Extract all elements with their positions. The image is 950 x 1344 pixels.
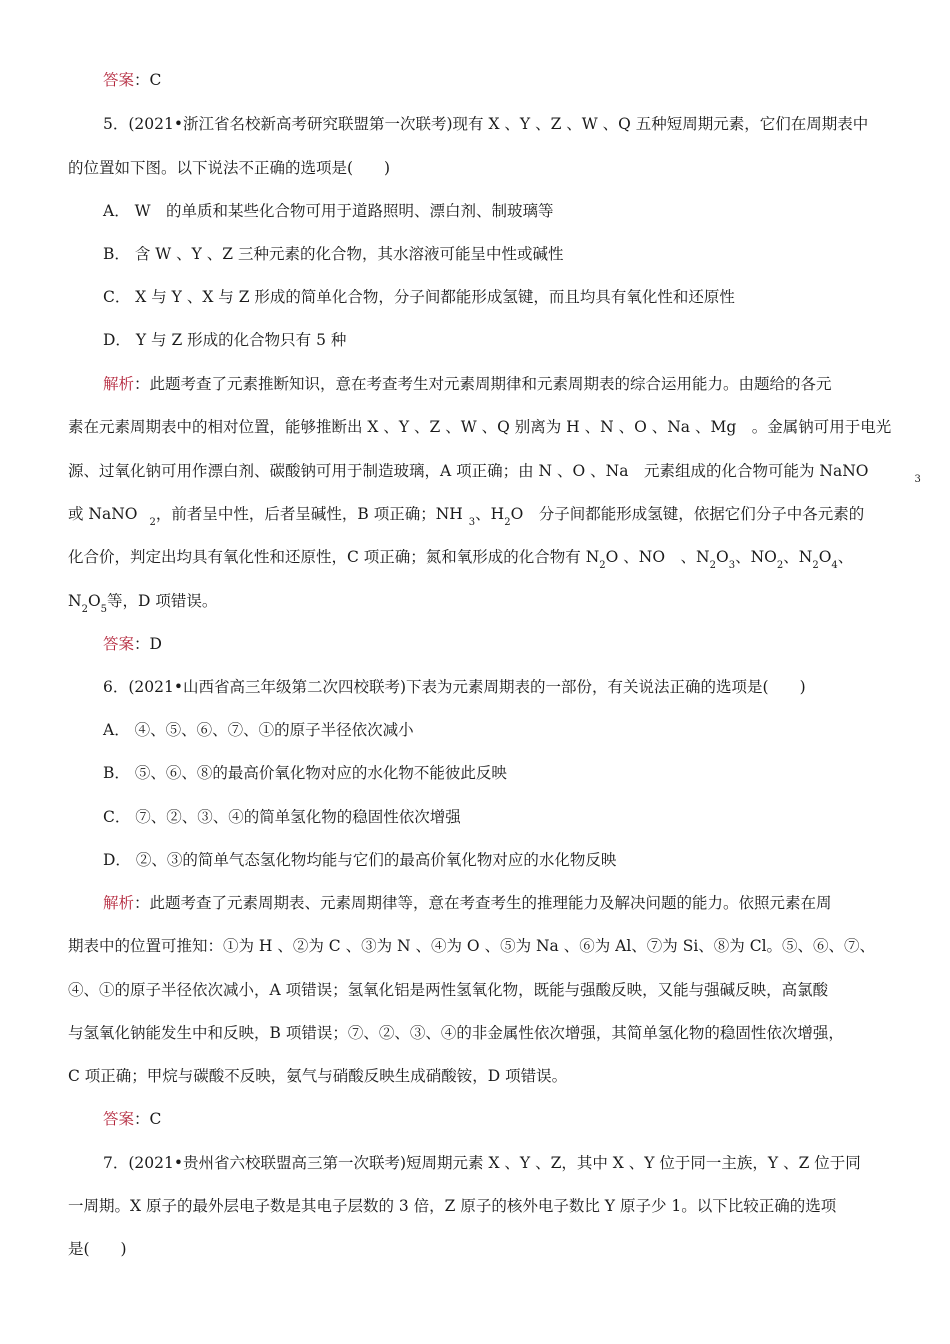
q5-stem-cont: 的位置如下图。以下说法不正确的选项是( ) [68,159,391,177]
answer-label: 答案 [103,1110,135,1128]
q5-option-c: C． X 与 Y 、X 与 Z 形成的简单化合物，分子间都能形成氢键，而且均具有氧化性和还原性 [103,288,735,306]
q6-option-a: A． ④、⑤、⑥、⑦、①的原子半径依次减小 [103,721,414,739]
q5-stem: 5．(2021•浙江省名校新高考研究联盟第一次联考)现有 X 、Y 、Z 、W 、Q 五种短周期元素，它们在周期表中 [103,115,869,133]
q5-answer: 答案：D [103,635,162,653]
q5-analysis: 解析：此题考查了元素推断知识，意在考查考生对元素周期律和元素周期表的综合运用能力。由题给的各元 [103,375,832,393]
q5-analysis-line: $N_2O_5$等，D 项错误。 [68,592,218,615]
q7-stem-cont: 一周期。X 原子的最外层电子数是其电子层数的 3 倍，Z 原子的核外电子数比 Y 原子少 1。以下比较正确的选项 [68,1197,837,1215]
analysis-label: 解析 [103,375,135,393]
q5-analysis-line: 化合价，判定出均具有氧化性和还原性，C 项正确；氮和氧形成的化合物有 $N_2O$ 、NO 、$N_2O_3$、$NO_2$、$N_2O_4$、 [68,548,854,571]
q6-analysis-line: 期表中的位置可推知：①为 H 、②为 C 、③为 N 、④为 O 、⑤为 Na 、⑥为 Al、⑦为 Si、⑧为 Cl。⑤、⑥、⑦、 [68,937,876,955]
q6-option-b: B． ⑤、⑥、⑧的最高价氧化物对应的水化物不能彼此反映 [103,764,507,782]
q5-analysis-line: 源、过氧化钠可用作漂白剂、碳酸钠可用于制造玻璃，A 项正确；由 N 、O 、Na 元素组成的化合物可能为 NaNO $_3$ [68,462,921,485]
answer-label: 答案 [103,635,135,653]
answer-label: 答案 [103,71,135,89]
q7-stem: 7．(2021•贵州省六校联盟高三第一次联考)短周期元素 X 、Y 、Z，其中 X 、Y 位于同一主族，Y 、Z 位于同 [103,1154,861,1172]
q5-option-b: B． 含 W 、Y 、Z 三种元素的化合物，其水溶液可能呈中性或碱性 [103,245,564,263]
q5-option-a: A． W 的单质和某些化合物可用于道路照明、漂白剂、制玻璃等 [103,202,554,220]
q6-option-d: D． ②、③的简单气态氢化物均能与它们的最高价氧化物对应的水化物反映 [103,851,617,869]
q6-option-c: C． ⑦、②、③、④的简单氢化物的稳固性依次增强 [103,808,461,826]
q6-analysis: 解析：此题考查了元素周期表、元素周期律等，意在考查考生的推理能力及解决问题的能力。依照元素在周 [103,894,832,912]
q5-analysis-line: 素在元素周期表中的相对位置，能够推断出 X 、Y 、Z 、W 、Q 别离为 H 、N 、O 、Na 、Mg 。金属钠可用于电光 [68,418,892,436]
q7-stem-cont: 是( ) [68,1240,127,1258]
q6-analysis-line: C 项正确；甲烷与碳酸不反映，氨气与硝酸反映生成硝酸铵，D 项错误。 [68,1067,568,1085]
q5-analysis-line: 或 NaNO $_2$，前者呈中性，后者呈碱性，B 项正确；NH $_3$、$H_2O$ 分子间都能形成氢键，依据它们分子中各元素的 [68,505,865,528]
q4-answer: 答案：C [103,71,162,89]
q6-analysis-line: ④、①的原子半径依次减小，A 项错误；氢氧化铝是两性氢氧化物，既能与强酸反映，又能与强碱反映，高氯酸 [68,981,829,999]
q6-answer: 答案：C [103,1110,162,1128]
q6-analysis-line: 与氢氧化钠能发生中和反映，B 项错误；⑦、②、③、④的非金属性依次增强，其简单氢化物的稳固性依次增强， [68,1024,844,1042]
q5-option-d: D． Y 与 Z 形成的化合物只有 5 种 [103,331,347,349]
q6-stem: 6．(2021•山西省高三年级第二次四校联考)下表为元素周期表的一部份，有关说法正确的选项是( ) [103,678,806,696]
analysis-label: 解析 [103,894,135,912]
